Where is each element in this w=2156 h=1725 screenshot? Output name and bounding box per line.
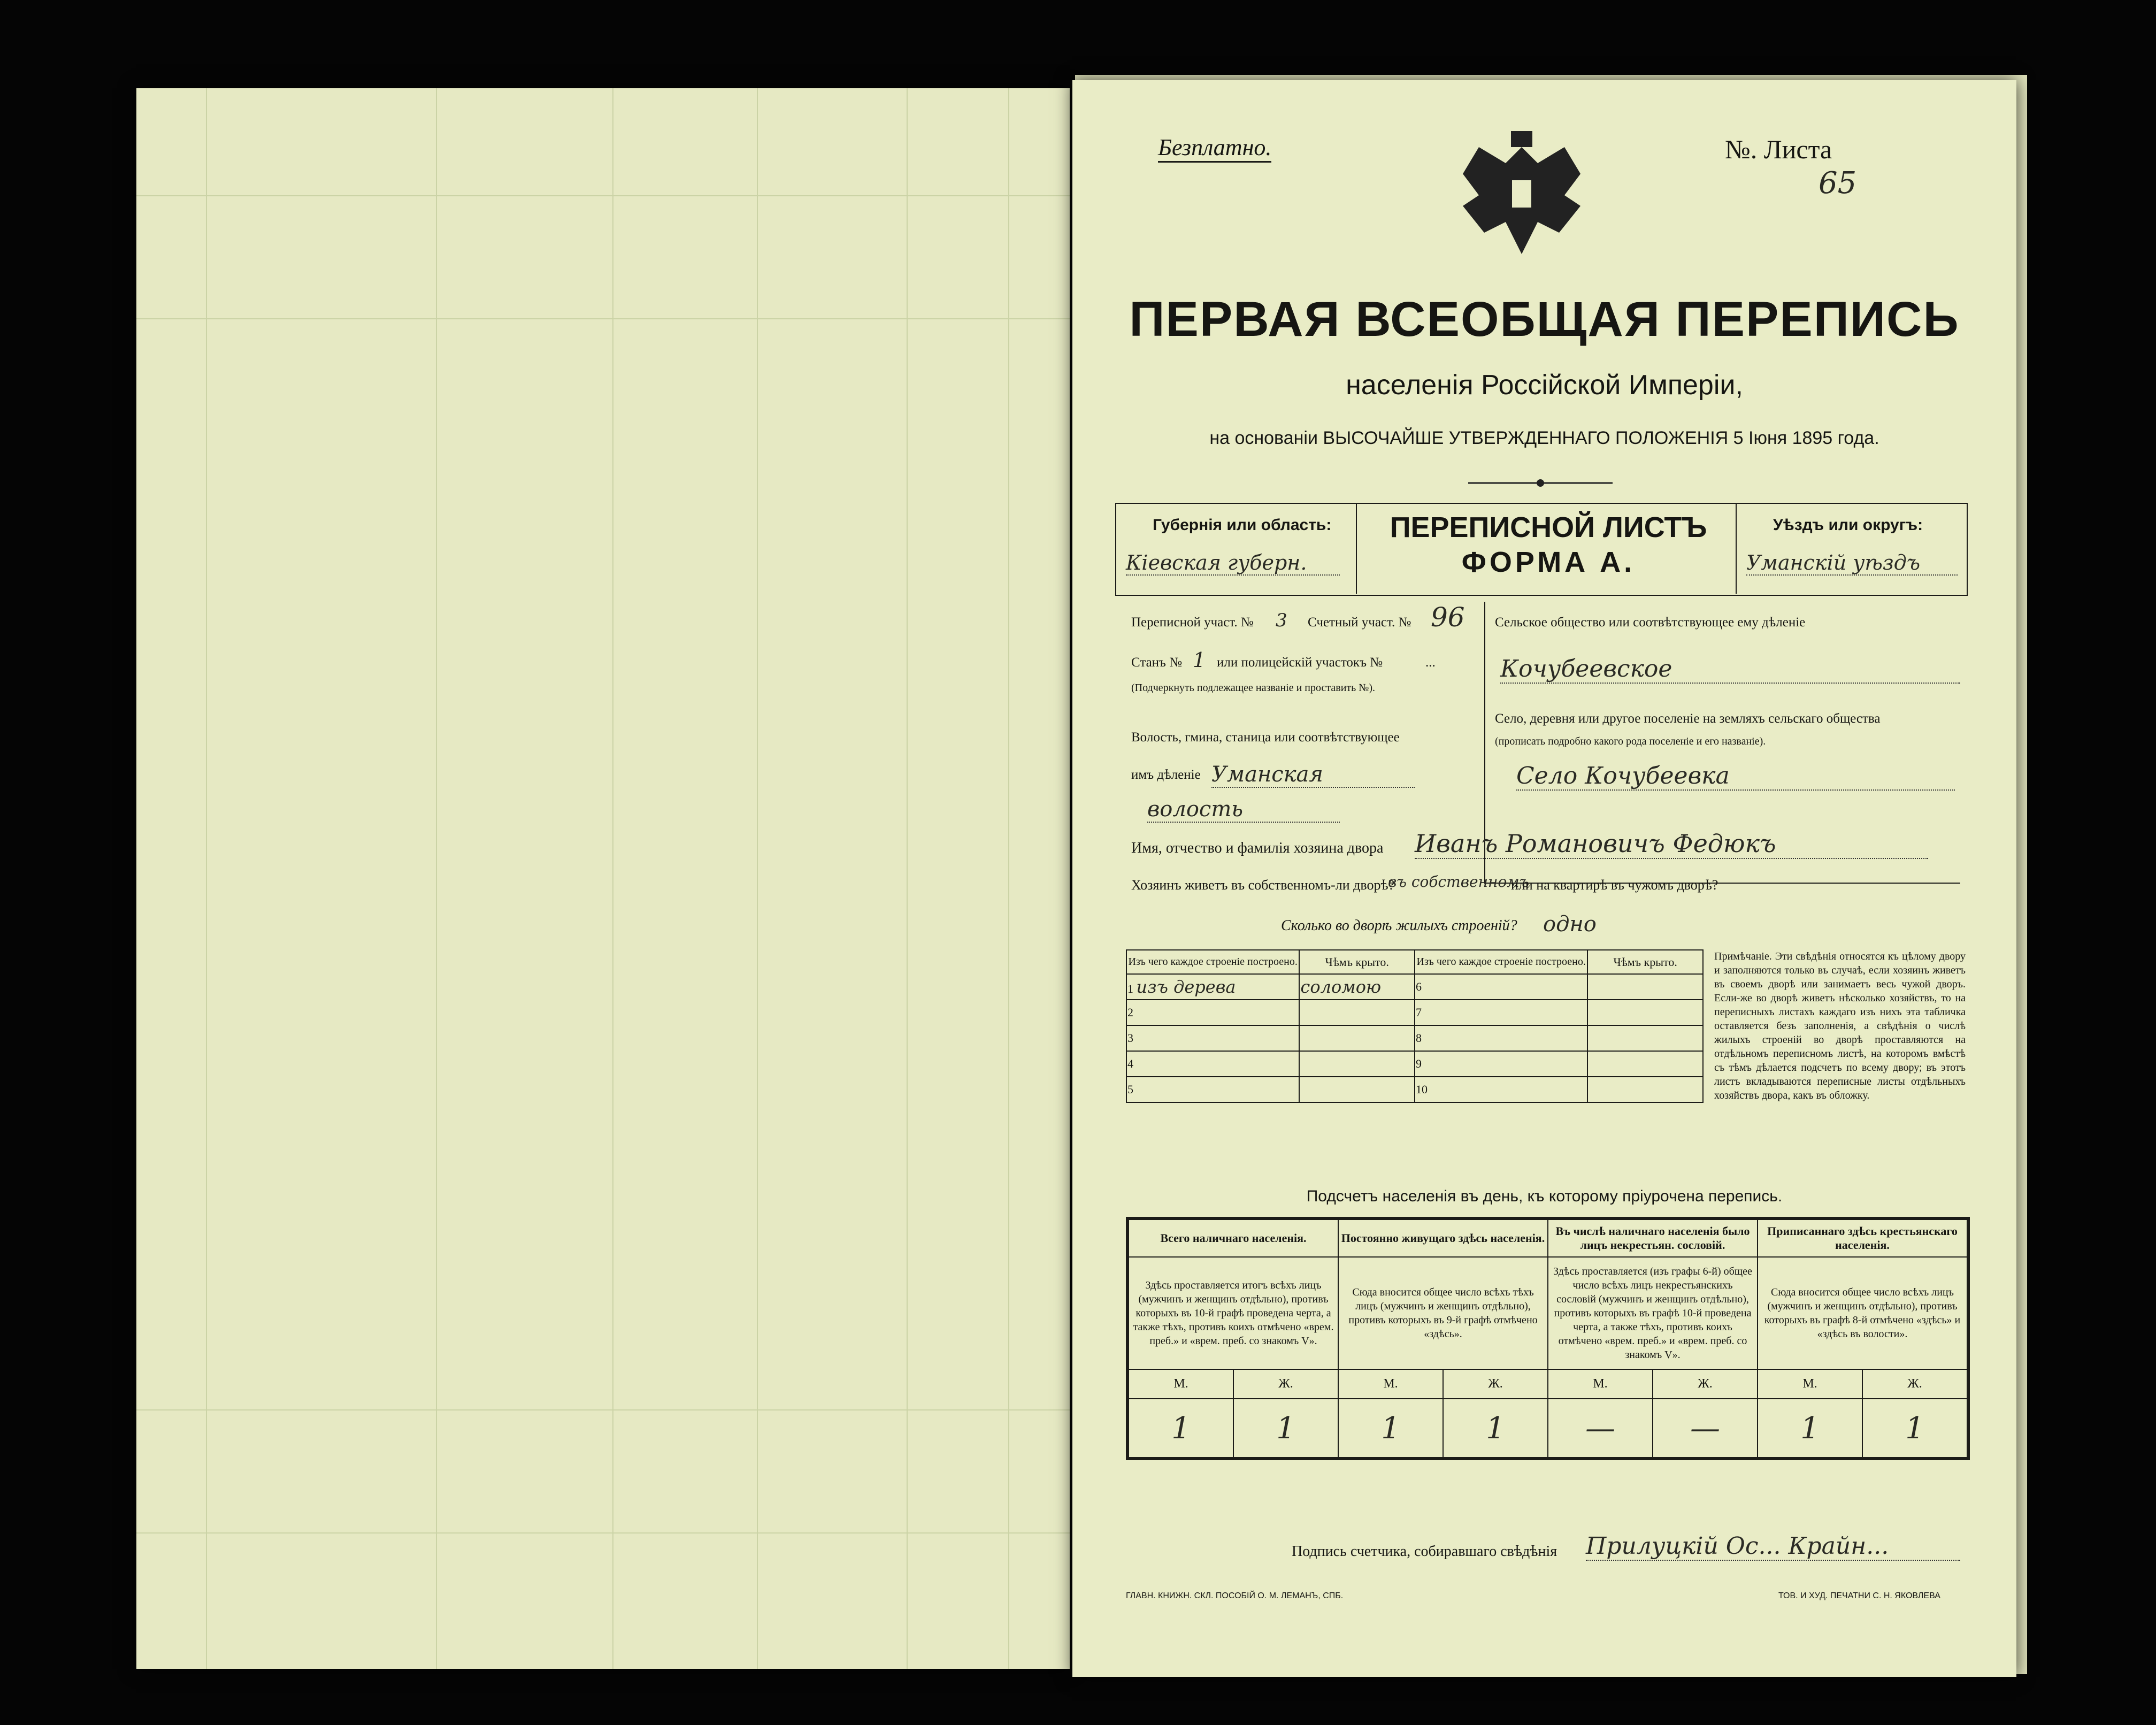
volost-value-2: волость [1147,797,1340,823]
female-label: Ж. [1862,1369,1967,1399]
owner-lives-value: въ собственномъ [1388,873,1530,891]
form-box-title: ПЕРЕПИСНОЙ ЛИСТЪ [1390,511,1707,543]
volost-label-2: имъ дѣленіе [1131,768,1201,782]
col-roof-header: Чѣмъ крыто. [1587,950,1703,974]
gubernia-label: Губернія или область: [1153,516,1332,534]
buildings-value: одно [1543,912,1597,937]
signature-label: Подпись счетчика, собиравшаго свѣдѣнія [1292,1543,1557,1560]
grid-line [136,318,1070,319]
pop-col-desc: Сюда вносится общее число всѣхъ лицъ (мужчинъ и женщинъ отдѣльно), противъ которыхъ въ графѣ 8-й отмѣчено «здѣсь» и «здѣсь въ волости». [1758,1257,1967,1369]
census-section-value: 3 [1276,610,1287,631]
owner-lives-label-2: или на квартирѣ въ чужомъ дворѣ? [1511,877,1718,893]
census-form-page [1072,80,2016,1677]
volost-value: Уманская [1211,762,1415,788]
pop-col-desc: Сюда вносится общее число всѣхъ тѣхъ лицъ (мужчинъ и женщинъ отдѣльно), противъ которыхъ въ 9-й графѣ отмѣчено «здѣсь». [1338,1257,1548,1369]
buildings-label: Сколько во дворѣ жилыхъ строеній? [1281,917,1517,934]
free-label: Безплатно. [1158,134,1271,163]
row-number: 2 [1126,1000,1299,1025]
population-heading: Подсчетъ населенія въ день, къ которому пріурочена перепись. [1306,1187,1783,1205]
census-section-label: Переписной участ. № [1131,615,1254,630]
table-row [1126,1077,1703,1102]
table-row [1126,1025,1703,1051]
village-hint: (прописать подробно какого рода поселеніе и его названіе). [1495,735,1766,747]
count-value: — [1548,1399,1653,1458]
row-number: 1 [1127,982,1133,995]
row-number: 9 [1415,1051,1587,1077]
roof-value: соломою [1299,974,1415,1000]
male-label: М. [1129,1369,1233,1399]
counting-section-value: 96 [1431,602,1465,633]
grid-line [1008,88,1009,1669]
pop-col-title: Всего наличнаго населенія. [1129,1220,1338,1257]
count-value: 1 [1129,1399,1233,1458]
society-label: Сельское общество или соотвѣтствующее ему дѣленіе [1495,615,1806,630]
col-material-header: Изъ чего каждое строеніе построено. [1415,950,1587,974]
pop-col-title: Въ числѣ наличнаго населенія было лицъ некрестьян. сословій. [1548,1220,1758,1257]
village-value: Село Кочубеевка [1516,762,1955,791]
male-label: М. [1548,1369,1653,1399]
row-number: 3 [1126,1025,1299,1051]
count-value: 1 [1862,1399,1967,1458]
grid-line [612,88,613,1669]
note-text: Примѣчаніе. Эти свѣдѣнія относятся къ цѣлому двору и заполняются только въ случаѣ, если хозяинъ живетъ въ своемъ дворѣ или занимаетъ весь чужой дворъ. Если-же во дворѣ живетъ нѣсколько хозяйствъ, то на переписныхъ листахъ каждаго изъ нихъ эта табличка оставляется безъ заполненія, а свѣдѣнія о числѣ жилыхъ строеній во дворѣ проставляются на отдѣльномъ переписномъ листѣ, на которомъ вмѣстѣ съ тѣмъ дѣлается подсчетъ по всему двору; въ этотъ листъ вкладываются переписные листы отдѣльныхъ хозяйствъ двора, какъ въ обложку. [1714,950,1966,1101]
owner-lives-label: Хозяинъ живетъ въ собственномъ-ли дворѣ? [1131,877,1395,893]
village-label: Село, деревня или другое поселеніе на земляхъ сельскаго общества [1495,711,1881,726]
counting-section-label: Счетный участ. № [1308,615,1411,630]
grid-line [436,88,437,1669]
printer-left: ГЛАВН. КНИЖН. СКЛ. ПОСОБІЙ О. М. ЛЕМАНЪ, СПБ. [1126,1591,1344,1600]
uezd-value: Уманскій уѣздъ [1746,551,1958,576]
double-headed-eagle-icon [1457,126,1586,259]
basis-line: на основаніи ВЫСОЧАЙШЕ УТВЕРЖДЕННАГО ПОЛОЖЕНІЯ 5 Іюня 1895 года. [1209,428,1879,448]
row-number: 8 [1415,1025,1587,1051]
buildings-table [1126,949,1704,1103]
col-roof-header: Чѣмъ крыто. [1299,950,1415,974]
page-title: ПЕРВАЯ ВСЕОБЩАЯ ПЕРЕПИСЬ [1129,292,1960,347]
count-value: 1 [1758,1399,1862,1458]
stan-label: Станъ № [1131,655,1183,670]
ornament-divider-icon [1468,479,1613,482]
grid-line [136,195,1070,196]
pop-col-title: Приписаннаго здѣсь крестьянскаго населенія. [1758,1220,1967,1257]
grid-line [757,88,758,1669]
row-number: 4 [1126,1051,1299,1077]
table-row [1126,1051,1703,1077]
owner-name-value: Иванъ Романовичъ Федюкъ [1415,829,1928,859]
grid-line [206,88,207,1669]
signature-value: Прилуцкій Ос... Крайн... [1586,1532,1960,1561]
stan-value: 1 [1193,648,1206,672]
gubernia-value: Кіевская губерн. [1126,551,1340,576]
female-label: Ж. [1443,1369,1548,1399]
female-label: Ж. [1233,1369,1338,1399]
row-number: 5 [1126,1077,1299,1102]
count-value: 1 [1443,1399,1548,1458]
section-hint: (Подчеркнуть подлежащее названіе и проставить №). [1131,682,1375,694]
count-value: — [1653,1399,1758,1458]
table-row [1126,1000,1703,1025]
pop-col-title: Постоянно живущаго здѣсь населенія. [1338,1220,1548,1257]
female-label: Ж. [1653,1369,1758,1399]
count-value: 1 [1233,1399,1338,1458]
grid-line [907,88,908,1669]
pop-col-desc: Здѣсь проставляется итогъ всѣхъ лицъ (мужчинъ и женщинъ отдѣльно), противъ которыхъ въ 10-й графѣ проведена черта, а также тѣхъ, противъ коихъ отмѣчено «врем. преб.» и «врем. преб. со знакомъ V». [1129,1257,1338,1369]
owner-name-label: Имя, отчество и фамилія хозяина двора [1131,840,1384,856]
grid-line [136,1532,1070,1534]
grid-line [136,1409,1070,1410]
page-subtitle: населенія Россійской Имперіи, [1346,370,1743,401]
uezd-label: Уѣздъ или округъ: [1773,516,1923,534]
row-number: 6 [1415,974,1587,1000]
male-label: М. [1338,1369,1443,1399]
row-number: 10 [1415,1077,1587,1102]
printer-right: ТОВ. И ХУД. ПЕЧАТНИ С. Н. ЯКОВЛЕВА [1778,1591,1940,1600]
sheet-number-label: №. Листа [1725,134,1832,164]
police-label: или полицейскій участокъ № [1217,655,1383,670]
male-label: М. [1758,1369,1862,1399]
population-table [1126,1217,1970,1460]
volost-label: Волость, гмина, станица или соотвѣтствующее [1131,730,1400,745]
society-value: Кочубеевское [1500,655,1960,684]
material-value: изъ дерева [1136,977,1236,997]
count-value: 1 [1338,1399,1443,1458]
pop-col-desc: Здѣсь проставляется (изъ графы 6-й) общее число всѣхъ лицъ некрестьянскихъ сословій (мужчинъ и женщинъ отдѣльно), противъ которыхъ въ графѣ 10-й проведена черта, а также тѣхъ, противъ коихъ отмѣчено «врем. преб.» и «врем. преб. со знакомъ V». [1548,1257,1758,1369]
police-value: ... [1425,655,1436,670]
table-row [1126,974,1703,1000]
row-number: 7 [1415,1000,1587,1025]
sheet-number-value: 65 [1819,166,1857,201]
left-page [136,88,1070,1669]
form-box-subtitle: ФОРМА А. [1461,546,1636,578]
col-material-header: Изъ чего каждое строеніе построено. [1126,950,1299,974]
